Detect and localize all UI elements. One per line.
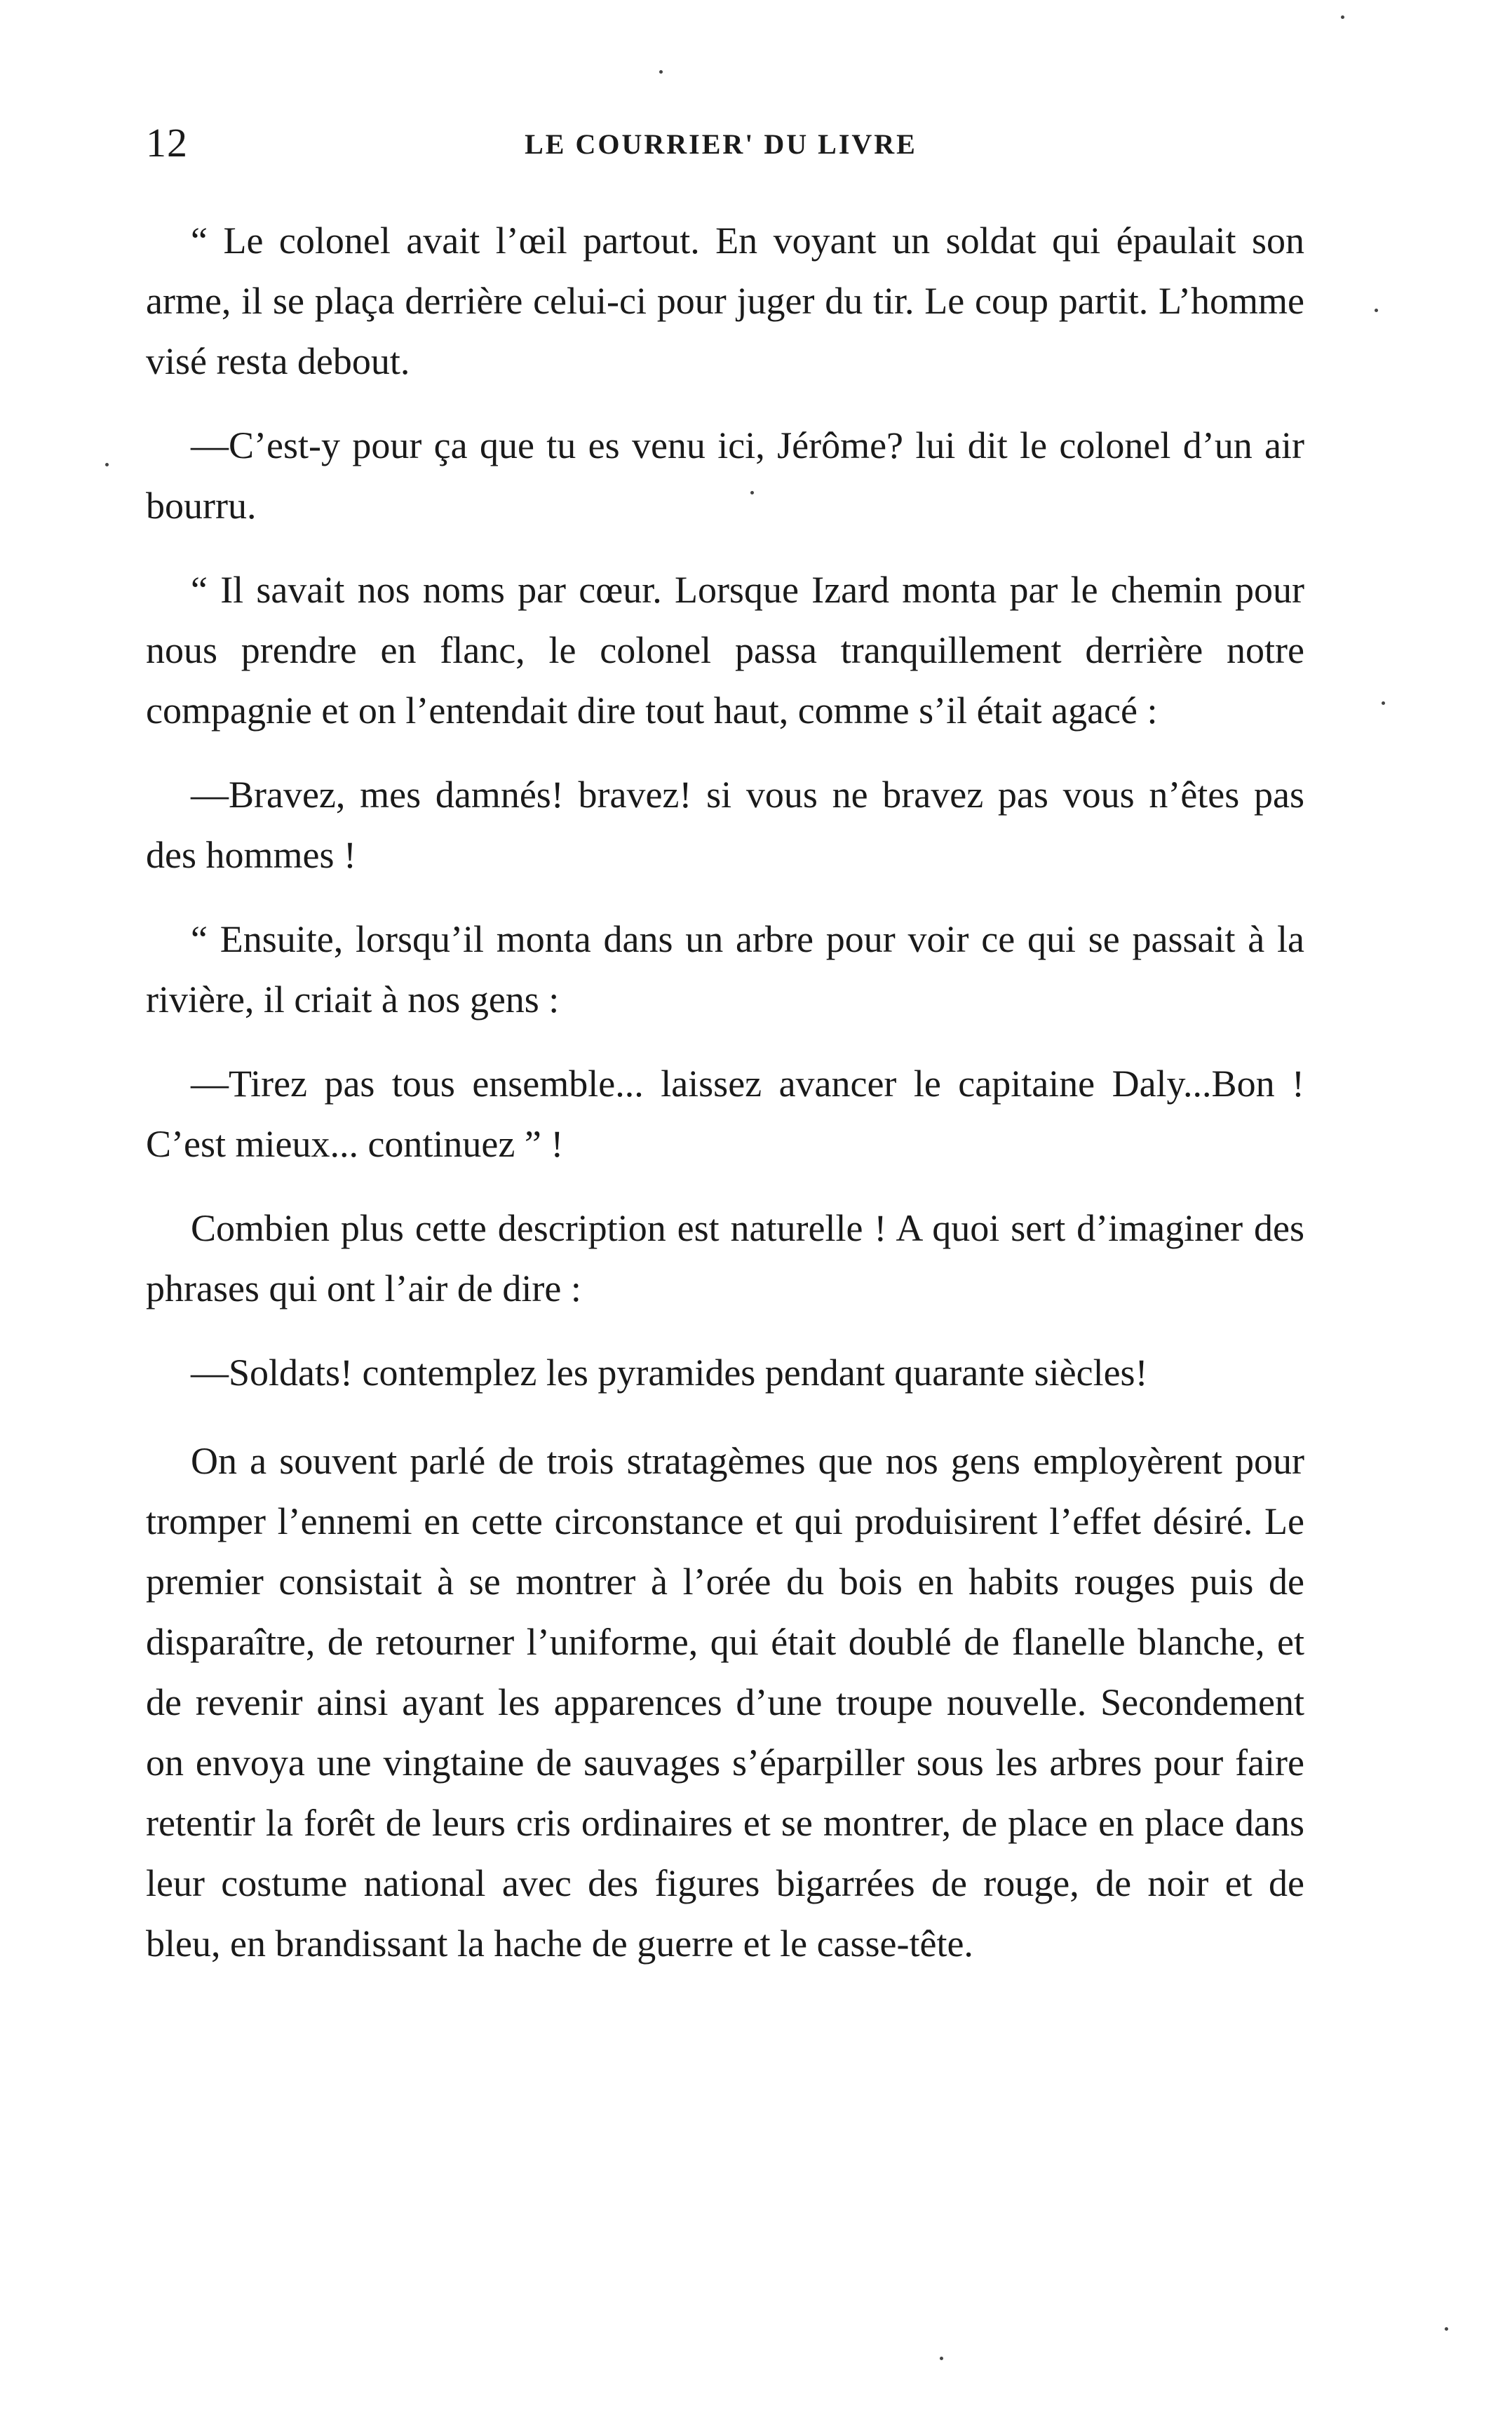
paragraph: On a souvent parlé de trois stratagèmes que nos gens employèrent pour tromper l’ennemi en cette circonstance et qui produisirent l’effet désiré. Le premier consistait à se montrer à l’orée du bois en habits rouges puis de disparaître, de retourner l’uniforme, qui était doublé de flanelle blanche, et de revenir ainsi ayant les apparences d’une troupe nouvelle. Secondement on envoya une vingtaine de sauvages s’éparpiller sous les arbres pour faire retentir la forêt de leurs cris ordinaires et se montrer, de place en place dans leur costume national avec des figures bigarrées de rouge, de noir et de bleu, en brandissant la hache de guerre et le casse-tête.: [146, 1440, 1304, 1965]
paper-speck: [940, 2357, 943, 2360]
paragraph: —Tirez pas tous ensemble... laissez avancer le capitaine Daly...Bon ! C’est mieux... continuez ” !: [146, 1063, 1304, 1165]
paragraph: —Soldats! contemplez les pyramides pendant quarante siècles!: [191, 1352, 1148, 1394]
paragraph: —C’est-y pour ça que tu es venu ici, Jérôme? lui dit le colonel d’un air bourru.: [146, 424, 1304, 527]
page-header: [146, 119, 1296, 175]
paragraph: Combien plus cette description est naturelle ! A quoi sert d’imaginer des phrases qui ont l’air de dire :: [146, 1207, 1304, 1309]
paragraph: “ Le colonel avait l’œil partout. En voyant un soldat qui épaulait son arme, il se plaça derrière celui-ci pour juger du tir. Le coup partit. L’homme visé resta debout.: [146, 220, 1304, 382]
paper-speck: [105, 463, 109, 466]
paper-speck: [1382, 701, 1385, 705]
paragraph: —Bravez, mes damnés! bravez! si vous ne bravez pas vous n’êtes pas des hommes !: [146, 774, 1304, 876]
paper-speck: [1341, 15, 1344, 19]
running-title: LE COURRIER' DU LIVRE: [525, 128, 917, 160]
page-number: 12: [146, 120, 188, 166]
paragraph: “ Il savait nos noms par cœur. Lorsque Izard monta par le chemin pour nous prendre en flanc, le colonel passa tranquillement derrière notre compagnie et on l’entendait dire tout haut, comme s’il était agacé :: [146, 569, 1304, 732]
paper-speck: [750, 491, 754, 494]
body-text: [146, 210, 1304, 1974]
paper-speck: [1445, 2327, 1448, 2331]
paragraph: “ Ensuite, lorsqu’il monta dans un arbre pour voir ce qui se passait à la rivière, il criait à nos gens :: [146, 918, 1304, 1021]
paper-speck: [1375, 309, 1378, 312]
paper-speck: [659, 70, 663, 74]
